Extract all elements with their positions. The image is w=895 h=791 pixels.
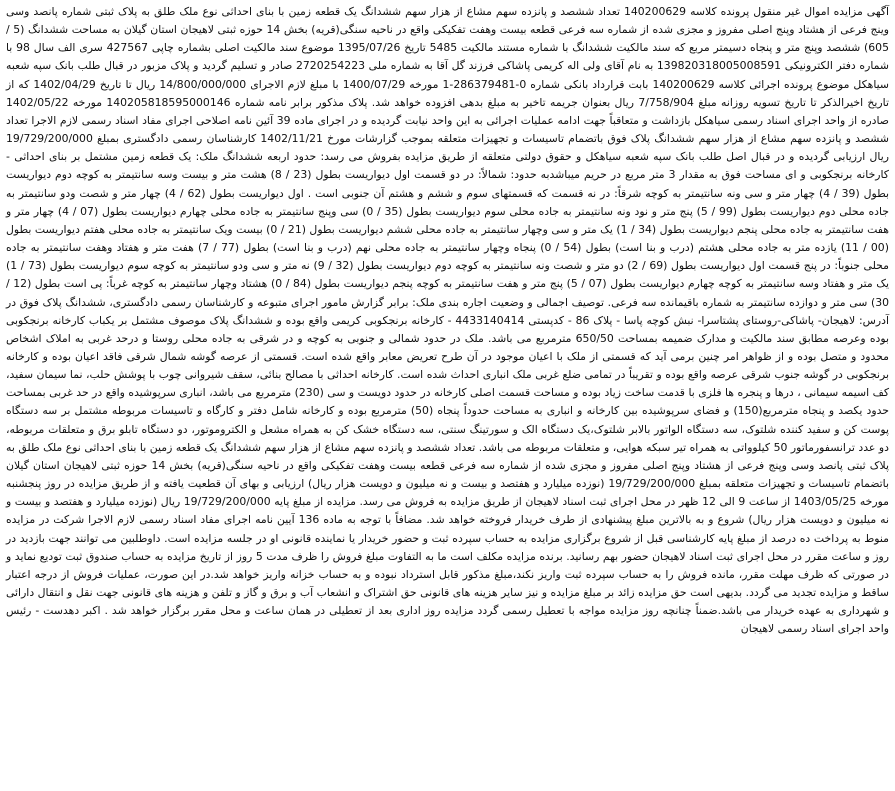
auction-notice-text: آگهی مزایده اموال غیر منقول پرونده کلاسه 140200629 تعداد ششصد و پانزده سهم مشاع از هزار سهم ششدانگ یک قطعه زمین با بنای احداثی نوع ملک طلق به پلاک ثبتی شماره پانصد وسی وینج فرعی از هشتاد وپنج اصلی مفروز و مجزی شده از شماره سه فرعی قطعه بیست وهفت تفکیکی واقع در ناحیه سنگی(قریه) بخش 14 حوزه ثبتی لاهیجان استان گیلان به مساحت ششدانگ (5 / 605) ششصد وپنج متر و پنجاه دسیمتر مربع که سند مالکیت ششدانگ با شماره مستند مالکیت 5485 تاریخ 1395/07/26 موضوع سند مالکیت اصلی بشماره چاپی 427567 سری الف سال 98 با شماره دفتر الکترونیکی 139820318005008591 به نام آقای ولی اله کریمی پاشاکی فرزند گل آقا به شماره ملی 2720254223 صادر و تسلیم گردید و پلاک مزبور در قبال طلب بانک سپه شعبه سیاهکل موضوع پرونده اجرائی کلاسه 140200629 بابت قرارداد بانکی شماره 0-286379481-1 مورخه 1400/07/29 با مبلغ لازم الاجرای 14/800/000/000 ریال تا تاریخ 1402/04/29 که از تاریخ اخیرالذکر تا تاریخ تسویه روزانه مبلغ 7/758/904 ریال بعنوان جریمه تاخیر به مبلغ بدهی افزوده خواهد شد. پلاک مذکور برابر نامه شماره 140205818595000146 مورخه 1402/05/22 صادره از واحد اجرای اسناد رسمی سیاهکل بازداشت و متعاقباً جهت ادامه عملیات اجرائی به این واحد نیابت گردیده و در اجرای ماده 39 آئین نامه اصلاحی اجرای مفاد اسناد رسمی لازم الاجرا تعداد ششصد و پانزده سهم مشاع از هزار سهم ششدانگ پلاک فوق باتضمام تاسیسات و تجهیزات متعلقه بموجب گزارشات مورخ 1402/11/21 کارشناسان رسمی دادگستری بمبلغ 19/729/200/000 ریال ارزیابی گردیده و در قبال اصل طلب بانک سپه شعبه سیاهکل و حقوق دولتی متعلقه از طریق مزایده بفروش می رسد: حدود اربعه ششدانگ ملک: یک قطعه زمین مشتمل بر بنای احداثی - کارخانه برنجکوبی و ای مساحت فوق به مقدار 3 متر مربع در حریم میباشدبه حدود: شمالاً: در دو قسمت اول دیواریست بطول (23 / 8) هشت متر و بیست وسه سانتیمتر به کوچه دوم دیواریست بطول (39 / 4) چهار متر و سی ونه سانتیمتر به کوچه شرقاً: در نه قسمت که قسمتهای سوم و ششم و هشتم آن جنوبی است . اول دیواریست بطول (62 / 4) چهار متر و شصت ودو سانتیمتر به جاده محلی دوم دیواریست بطول (99 / 5) پنج متر و نود ونه سانتیمتر به جاده محلی سوم دیواریست بطول (35 / 0) سی وپنج سانتیمتر به جاده محلی چهارم دیواریست بطول (07 / 4) چهار متر و هفت سانتیمتر به جاده محلی پنجم دیواریست بطول (34 / 1) یک متر و سی وچهار سانتیمتر به جاده محلی ششم دیواریست بطول (21 / 0) بیست ویک سانتیمتر به جاده محلی هفتم دیواریست بطول (00 / 11) یازده متر به جاده محلی هشتم (درب و بنا است) بطول (54 / 0) پنجاه وچهار سانتیمتر به جاده محلی نهم (درب و بنا است) بطول (77 / 7) هفت متر و هفتاد وهفت سانتیمتر به جاده محلی جنوباً: در پنج قسمت اول دیواریست بطول (69 / 2) دو متر و شصت ونه سانتیمتر به کوچه دوم دیواریست بطول (32 / 9) نه متر و سی ودو سانتیمتر به کوچه سوم دیواریست بطول (73 / 1) یک متر و هفتاد وسه سانتیمتر به کوچه چهارم دیواریست بطول (07 / 5) پنج متر و هفت سانتیمتر به کوچه پنجم دیواریست بطول (84 / 0) هشتاد وچهار سانتیمتر به کوچه غرباً: پی است بطول (12 / 30) سی متر و دوازده سانتیمتر به شماره باقیمانده سه فرعی. توصیف اجمالی و وضعیت اجاره بندی ملک: برابر گزارش مامور اجرای متبوعه و کارشناسان رسمی دادگستری، ششدانگ پلاک فوق در آدرس: لاهیجان- پاشاکی-روستای پشتاسرا- نبش کوچه پاسا - پلاک 86 - کدپستی 4433140414 - کارخانه برنجکوبی کریمی واقع بوده و ششدانگ پلاک موصوف مشتمل بر یکباب کارخانه برنجکوبی بوده وعرصه مطابق سند مالکیت و مدارک ضمیمه بمساحت 650/50 مترمربع می باشد. ملک در حدود شمالی و جنوبی به کوچه و در شرقی به جاده محلی روستا و درحد غربی به املاک اشخاص محدود و متصل بوده و از ظواهر امر چنین برمی آید که قسمتی از ملک با اعیان موجود در آن طرح تعریض معابر واقع شده است. قسمتی از عرصه گوشه شمال شرقی فاقد اعیان بوده و کارخانه برنجکوبی در گوشه جنوب شرقی عرصه واقع بوده و تقریباً در تمامی ضلع غربی ملک انباری احداث شده است. کارخانه احداثی با مصالح بنائی، سقف شیروانی چوب با پوشش حلب، نما سیمان سفید، کف اسیمه سیمانی ، درها و پنجره ها فلزی با قدمت ساخت زیاد بوده و مساحت قسمت اصلی کارخانه در حدود دویست و سی (230) مترمربع می باشد، انباری سرپوشیده واقع در حد غربی بمساحت حدود یکصد و پنجاه مترمربع(150) و فضای سرپوشیده بین کارخانه و انباری به مساحت حدوداً پنجاه (50) مترمربع بوده و کارخانه شامل دفتر و کارگاه و تاسیسات مربوطه مشتمل بر سه دستگاه پوست کن و سفید کننده شلتوک، سه دستگاه الواتور بالابر شلتوک،یک دستگاه الک و سورتینگ سنتی، سه دستگاه خشک کن به همراه مشعل و الکتروموتور، دو دستگاه تابلو برق و متعلقات مربوطه، دو عدد ترانسفورماتور 50 کیلوواتی به همراه تیر سبکه هوایی، و متعلقات مربوطه می باشد. تعداد ششصد و پانزده سهم مشاع از هزار سهم ششدانگ یک قطعه زمین با بنای احداثی نوع ملک طلق به پلاک ثبتی پانصد وسی وپنج فرعی از هشتاد وپنج اصلی مفروز و مجزی شده از شماره سه فرعی قطعه بیست وهفت تفکیکی واقع در ناحیه سنگی(قریه) بخش 14 حوزه ثبتی لاهیجان استان گیلان باتضمام تاسیسات و تجهیزات متعلقه بمبلغ 19/729/200/000 (نوزده میلیارد و هفتصد و بیست و نه میلیون و دویست هزار ریال) ارزیابی و بهای آن قطعیت یافته و از طریق مزایده در روز پنجشنبه مورخه 1403/05/25 از ساعت 9 الی 12 ظهر در محل اجرای ثبت اسناد لاهیجان از طریق مزایده به فروش می رسد. مزایده از مبلغ پایه 19/729/200/000 ریال (نوزده میلیارد و هفتصد و بیست و نه میلیون و دویست هزار ریال) شروع و به بالاترین مبلغ پیشنهادی از طرف خریدار فروخته خواهد شد. مضافاً با توجه به ماده 136 آیین نامه اجرای مفاد اسناد رسمی لازم الاجرا شرکت در مزایده منوط به پرداخت ده درصد از مبلغ پایه کارشناسی قبل از شروع برگزاری مزایده به حساب سپرده ثبت و حضور خریدار یا نماینده قانونی او در جلسه مزایده است. داوطلبین می توانند جهت بازدید در روز و ساعت مقرر در محل اجرای ثبت اسناد لاهیجان حضور بهم رسانید. برنده مزایده مکلف است ما به التفاوت مبلغ فروش را ظرف مدت 5 روز از تاریخ مزایده به حساب صندوق ثبت تودیع نماید و در صورتی که ظرف مهلت مقرر، مانده فروش را به حساب سپرده ثبت واریز نکند،مبلغ مذکور قابل استرداد نبوده و به حساب خزانه واریز خواهد شد.در این صورت، عملیات فروش از درجه اعتبار ساقط و مزایده تجدید می گردد. بدیهی است حق مزایده زائد بر مبلغ مزایده و نیز سایر هزینه های قانونی حق اشتراک و انشعاب آب و برق و گاز و تلفن و هزینه های قانونی جهت نقل و انتقال دارائی و شهرداری به عهده خریدار می باشد.ضمناً چنانچه روز مزایده مواجه با تعطیل رسمی گردد مزایده روز اداری بعد از تعطیلی در همان ساعت و محل مقرر برگزار خواهد شد . اکبر دهدست - رئیس واحد اجرای اسناد رسمی لاهیجان bbox=[6, 5, 890, 636]
